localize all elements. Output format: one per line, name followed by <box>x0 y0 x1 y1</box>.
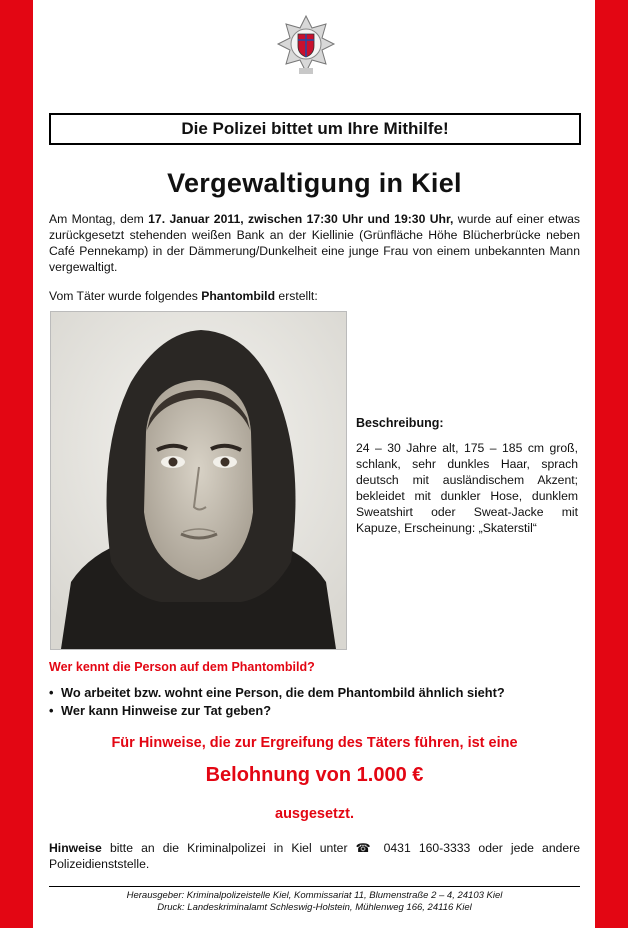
question-list <box>49 684 505 720</box>
reward-line-1: Für Hinweise, die zur Ergreifung des Täters führen, ist eine <box>111 735 518 751</box>
footer-print: Druck: Landeskriminalamt Schleswig-Holstein, Mühlenweg 166, 24116 Kiel <box>157 902 472 913</box>
phone-number: 0431 160-3333 <box>375 841 471 855</box>
hint-pre: bitte an die Kriminalpolizei in Kiel unter <box>101 841 356 855</box>
phantom-intro-bold: Phantombild <box>201 289 276 303</box>
right-red-border <box>595 0 628 928</box>
phantom-intro-post: erstellt: <box>275 289 318 303</box>
footer-publisher: Herausgeber: Kriminalpolizeistelle Kiel, Kommissariat 11, Blumenstraße 2 – 4, 24103 Kiel <box>126 890 503 901</box>
intro-text-2: wurde auf einer etwas zurückgesetzt stehenden weißen Bank an der Kiellinie (Grünfläche Höhe Blücherbrücke neben Café Pennekamp) in der Dämmerung/Dunkelheit eine junge Frau von einem unbekannten Mann vergewaltigt. <box>49 212 581 274</box>
hint-paragraph <box>49 840 580 872</box>
list-item: • Wer kann Hinweise zur Tat geben? <box>49 702 505 720</box>
reward-amount: Belohnung von 1.000 € <box>205 764 424 786</box>
hint-post: oder jede andere Polizeidienststelle. <box>49 841 580 871</box>
intro-date: 17. Januar 2011, zwischen 17:30 Uhr und 19:30 Uhr, <box>148 212 454 226</box>
description-text: 24 – 30 Jahre alt, 175 – 185 cm groß, schlank, sehr dunkles Haar, sprach deutsch mit ausländischem Akzent; bekleidet mit dunkler Hose, dunklem Sweatshirt oder Sweat-Jacke mit Kapuze, Erscheinung: „Skaterstil“ <box>356 441 578 535</box>
footer <box>49 890 580 914</box>
list-item: • Wo arbeitet bzw. wohnt eine Person, die dem Phantombild ähnlich sieht? <box>49 684 505 702</box>
left-red-border <box>0 0 33 928</box>
question-heading: Wer kennt die Person auf dem Phantombild? <box>49 660 315 674</box>
police-star-badge-icon <box>276 14 336 94</box>
phantom-portrait <box>51 312 346 649</box>
phone-icon: ☎ <box>355 841 376 855</box>
phantom-image <box>50 311 347 650</box>
footer-divider <box>49 886 580 887</box>
phantom-intro-pre: Vom Täter wurde folgendes <box>49 289 202 303</box>
intro-paragraph <box>49 211 580 275</box>
phantom-intro <box>49 289 318 303</box>
reward-line-3: ausgesetzt. <box>275 806 354 822</box>
intro-text-1: Am Montag, dem <box>49 212 149 226</box>
hint-bold: Hinweise <box>49 841 102 855</box>
description-title: Beschreibung: <box>356 416 444 430</box>
appeal-banner: Die Polizei bittet um Ihre Mithilfe! <box>49 113 581 145</box>
headline: Vergewaltigung in Kiel <box>167 168 462 198</box>
